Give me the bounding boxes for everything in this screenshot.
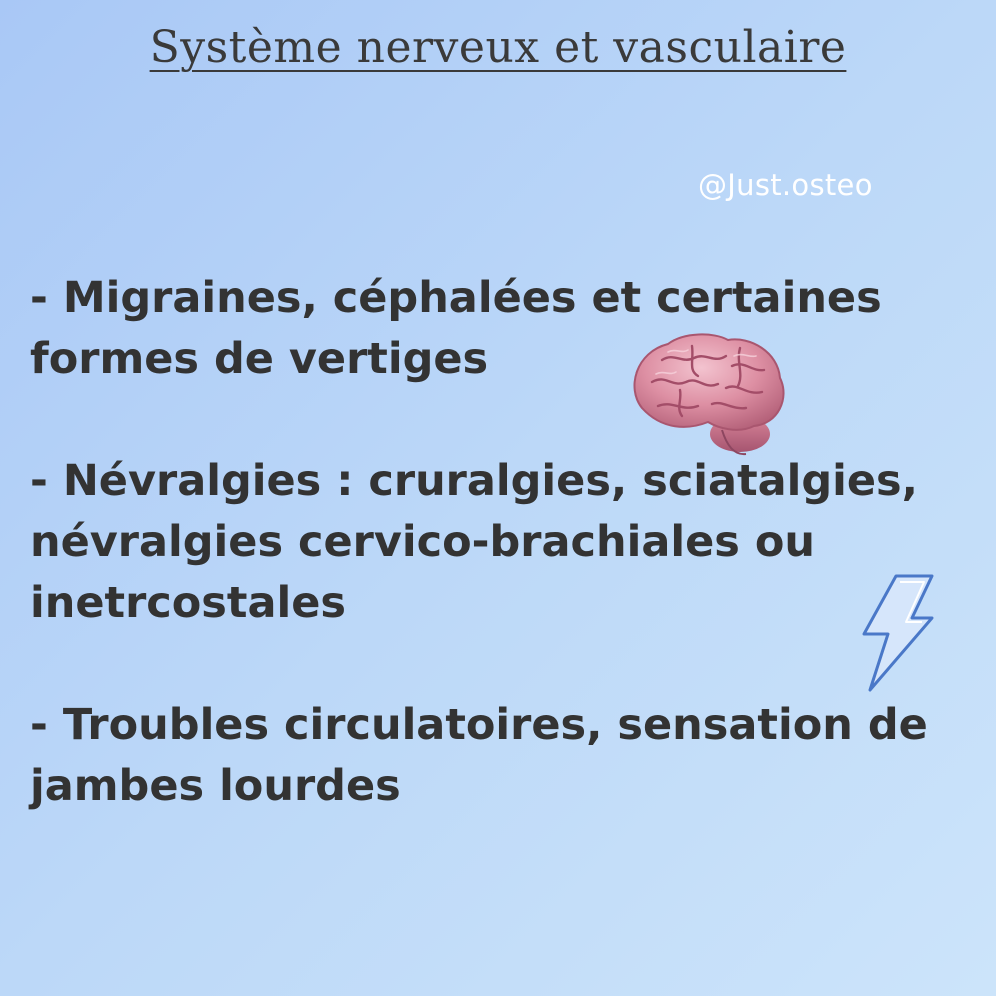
brain-icon xyxy=(622,330,790,460)
lightning-bolt-icon xyxy=(856,572,938,694)
page-title: Système nerveux et vasculaire xyxy=(149,22,847,73)
watermark-handle: @Just.osteo xyxy=(698,168,873,202)
bullet-list xyxy=(30,268,980,817)
list-item-troubles-circulatoires: - Troubles circulatoires, sensation de jambes lourdes xyxy=(30,700,928,811)
list-item-nevralgies: - Névralgies : cruralgies, sciatalgies, névralgies cervico-brachiales ou inetrcostales xyxy=(30,456,918,628)
list-item-migraines: - Migraines, céphalées et certaines formes de vertiges xyxy=(30,273,882,384)
